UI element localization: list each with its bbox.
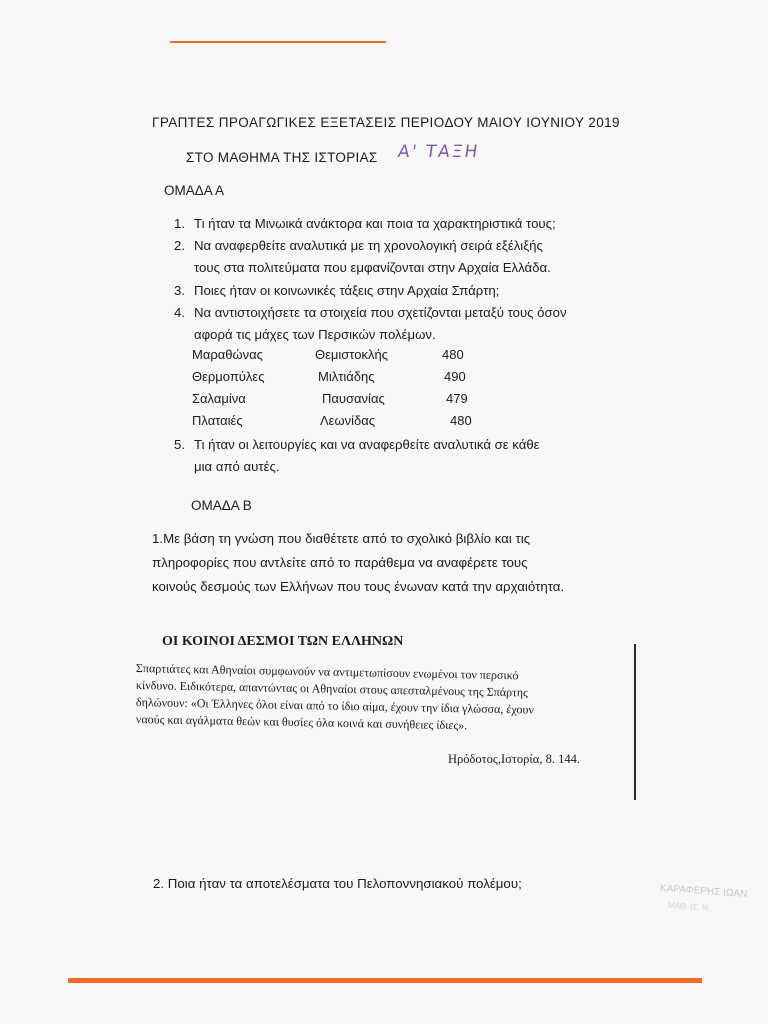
source-line: Σπαρτιάτες και Αθηναίοι συμφωνούν να αντιμετωπίσουν ενωμένοι τον περσικό — [135, 661, 519, 683]
source-line: ναούς και αγάλματα θεών και θυσίες όλα κοινά και συνήθειες ίδιες». — [135, 712, 468, 733]
question-number: 4. — [174, 305, 185, 320]
exam-subject: ΣΤΟ ΜΑΘΗΜΑ ΤΗΣ ΙΣΤΟΡΙΑΣ — [186, 150, 378, 165]
group-b-heading: ΟΜΑΔΑ Β — [191, 498, 252, 513]
question-text: Τι ήταν οι λειτουργίες και να αναφερθείτε αναλυτικά σε κάθε — [194, 437, 540, 452]
faded-stamp: ΚΑΡΑΦΕΡΗΣ ΙΩΑΝ — [659, 882, 748, 901]
handwritten-class-note: Α' ΤΑΞΗ — [396, 142, 481, 162]
faded-stamp-subline: ΜΑΘ. ΙΣ. Ν. — [667, 900, 711, 913]
source-citation: Ηρόδοτος,Ιστορία, 8. 144. — [448, 752, 580, 766]
top-orange-rule — [170, 41, 386, 43]
question-text: Ποιες ήταν οι κοινωνικές τάξεις στην Αρχαία Σπάρτη; — [194, 283, 500, 298]
leader-name: Λεωνίδας — [320, 413, 376, 428]
question-5 — [174, 434, 540, 456]
question-2-continuation: τους στα πολιτεύματα που εμφανίζονται στην Αρχαία Ελλάδα. — [194, 260, 551, 275]
question-text: Τι ήταν τα Μινωικά ανάκτορα και ποια τα χαρακτηριστικά τους; — [194, 216, 556, 231]
question-text: Να αναφερθείτε αναλυτικά με τη χρονολογική σειρά εξέλιξής — [194, 238, 543, 253]
source-margin-line — [634, 644, 636, 800]
group-a-heading: ΟΜΑΔΑ Α — [164, 183, 225, 198]
question-number: 1. — [174, 216, 185, 231]
group-b-question-1-line: 1.Με βάση τη γνώση που διαθέτετε από το σχολικό βιβλίο και τις — [152, 531, 531, 546]
question-number: 2. — [174, 238, 185, 253]
source-line: δηλώνουν: «Οι Έλληνες όλοι είναι από το ίδιο αίμα, έχουν την ίδια γλώσσα, έχουν — [135, 695, 534, 717]
battle-name: Μαραθώνας — [192, 347, 263, 362]
question-text: Να αντιστοιχήσετε τα στοιχεία που σχετίζονται μεταξύ τους όσον — [194, 305, 567, 320]
battle-name: Θερμοπύλες — [192, 369, 265, 384]
leader-name: Θεμιστοκλής — [315, 347, 388, 362]
source-title: ΟΙ ΚΟΙΝΟΙ ΔΕΣΜΟΙ ΤΩΝ ΕΛΛΗΝΩΝ — [162, 634, 404, 649]
battle-year: 490 — [444, 369, 466, 384]
leader-name: Παυσανίας — [322, 391, 385, 406]
question-number: 3. — [174, 283, 185, 298]
battle-year: 479 — [446, 391, 468, 406]
group-b-question-1-line: κοινούς δεσμούς των Ελλήνων που τους ένωναν κατά την αρχαιότητα. — [152, 579, 565, 594]
battle-name: Πλαταιές — [192, 413, 243, 428]
question-3 — [174, 280, 499, 302]
battle-year: 480 — [450, 413, 472, 428]
group-b-question-2: 2. Ποια ήταν τα αποτελέσματα του Πελοποννησιακού πολέμου; — [153, 876, 522, 891]
question-2 — [174, 235, 543, 257]
battle-year: 480 — [442, 347, 464, 362]
leader-name: Μιλτιάδης — [318, 369, 375, 384]
battle-name: Σαλαμίνα — [192, 391, 246, 406]
bottom-orange-rule — [68, 978, 702, 983]
question-4 — [174, 302, 567, 324]
source-line: κίνδυνο. Ειδικότερα, απαντώντας οι Αθηναίοι στους απεσταλμένους της Σπάρτης — [135, 678, 529, 700]
question-5-continuation: μια από αυτές. — [194, 459, 280, 474]
exam-title: ΓΡΑΠΤΕΣ ΠΡΟΑΓΩΓΙΚΕΣ ΕΞΕΤΑΣΕΙΣ ΠΕΡΙΟΔΟΥ ΜΑΙΟΥ ΙΟΥΝΙΟΥ 2019 — [152, 115, 620, 130]
question-4-continuation: αφορά τις μάχες των Περσικών πολέμων. — [194, 327, 436, 342]
question-number: 5. — [174, 437, 185, 452]
question-1 — [174, 213, 556, 235]
group-b-question-1-line: πληροφορίες που αντλείτε από το παράθεμα να αναφέρετε τους — [152, 555, 528, 570]
